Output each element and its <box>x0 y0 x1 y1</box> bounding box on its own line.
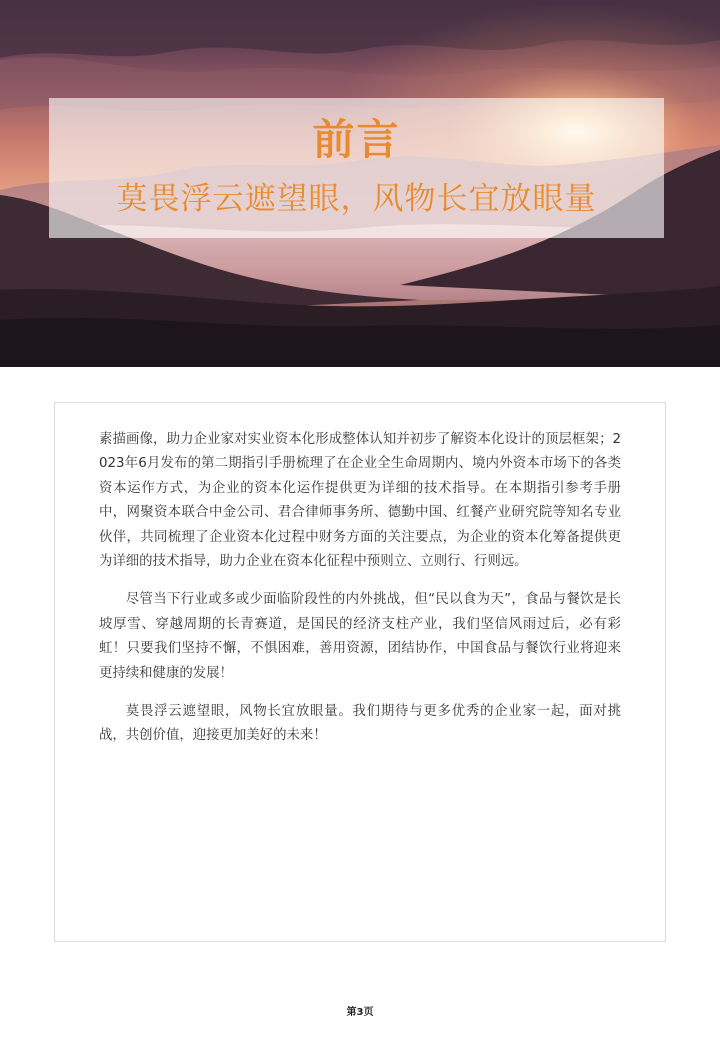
title-panel <box>49 98 664 238</box>
page-number: 第3页 <box>346 1007 374 1018</box>
paragraph-intro: 素描画像，助力企业家对实业资本化形成整体认知并初步了解资本化设计的顶层框架；2023年6月发布的第二期指引手册梳理了在企业全生命周期内、境内外资本市场下的各类资本运作方式，为企业的资本化运作提供更为详细的技术指导。在本期指引参考手册中，网聚资本联合中金公司、君合律师事务所、德勤中国、红餐产业研究院等知名专业伙伴，共同梳理了企业资本化过程中财务方面的关注要点，为企业的资本化筹备提供更为详细的技术指导，助力企业在资本化征程中预则立、立则行、行则远。 <box>99 432 621 570</box>
hero-image <box>0 0 720 367</box>
page-title: 前言 <box>312 115 401 164</box>
paragraph-closing: 莫畏浮云遮望眼，风物长宜放眼量。我们期待与更多优秀的企业家一起，面对挑战，共创价值，迎接更加美好的未来！ <box>99 704 621 744</box>
paragraph-industry-outlook: 尽管当下行业或多或少面临阶段性的内外挑战，但“民以食为天”，食品与餐饮是长坡厚雪、穿越周期的长青赛道，是国民的经济支柱产业，我们坚信风雨过后，必有彩虹！只要我们坚持不懈，不惧困难，善用资源，团结协作，中国食品与餐饮行业将迎来更持续和健康的发展！ <box>99 592 621 681</box>
page-subtitle: 莫畏浮云遮望眼，风物长宜放眼量 <box>116 181 597 217</box>
content-box <box>54 402 666 942</box>
